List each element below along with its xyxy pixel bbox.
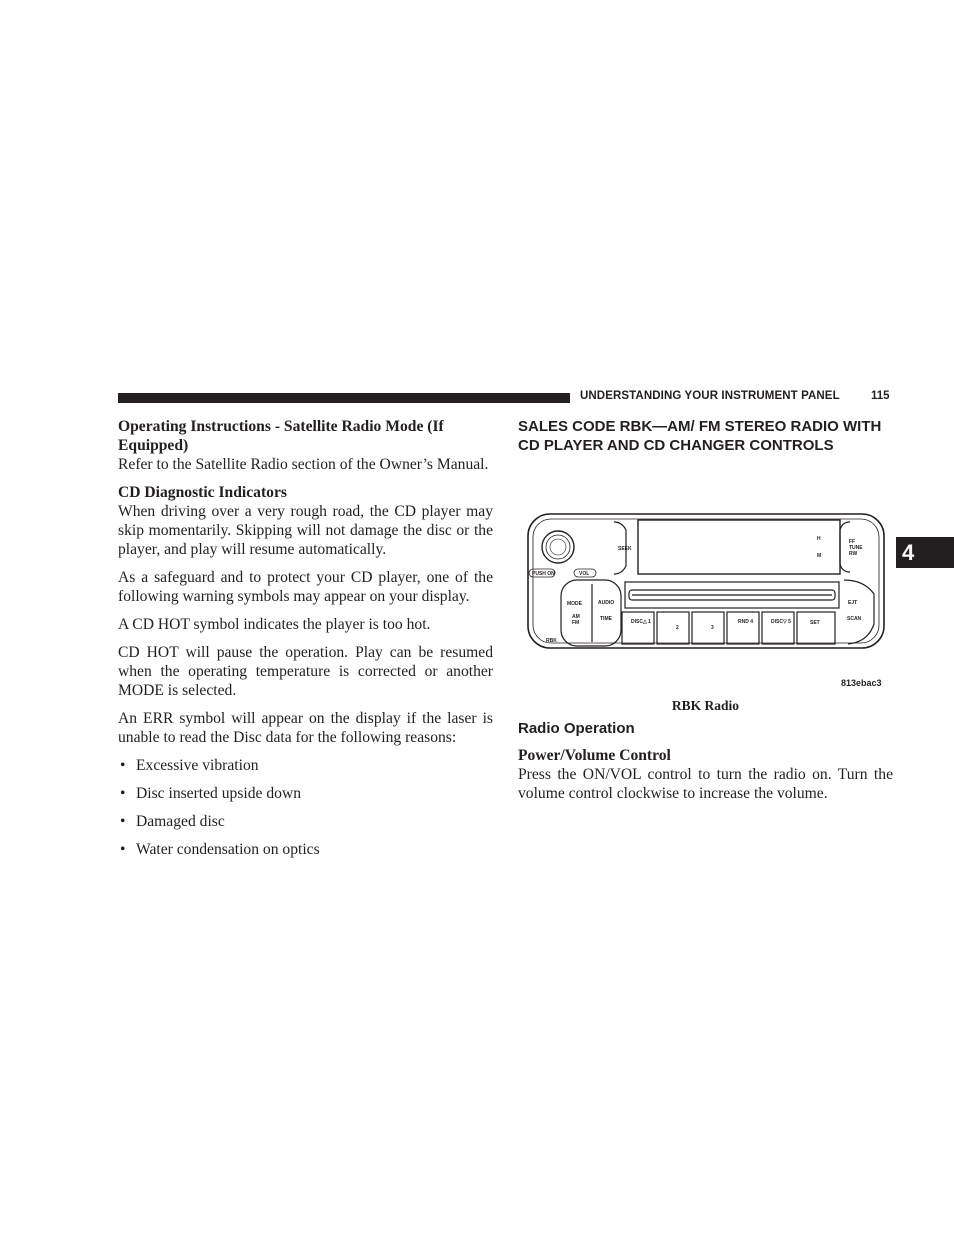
power-volume-text: Press the ON/VOL control to turn the radio on. Turn the volume control clockwise to increase the volume.	[518, 766, 893, 802]
m-label: M	[817, 553, 822, 559]
figure-caption: RBK Radio	[671, 698, 740, 713]
list-item: • Excessive vibration	[120, 757, 259, 774]
rbk-label: RBK	[546, 638, 557, 644]
preset-2-label: 2	[676, 625, 679, 631]
h-label: H	[817, 536, 821, 542]
power-volume-heading: Power/Volume Control	[518, 747, 671, 764]
rbk-radio-illustration	[526, 512, 886, 692]
scan-label: SCAN	[847, 616, 862, 622]
reason-list	[118, 756, 493, 859]
ejt-label: EJT	[848, 600, 858, 606]
audio-label: AUDIO	[598, 600, 615, 606]
cd-paragraph-2: As a safeguard and to protect your CD player, one of the following warning symbols may appear on your display.	[118, 569, 493, 605]
push-on-label: PUSH ON	[532, 571, 555, 577]
cd-paragraph-1: When driving over a very rough road, the CD player may skip momentarily. Skipping will not damage the disc or the player, and play will resume automatically.	[118, 503, 493, 558]
preset-4-label: RND 4	[738, 619, 754, 625]
am-label: AM	[572, 614, 580, 620]
page-number: 115	[871, 390, 890, 402]
vol-label: VOL	[579, 571, 590, 577]
sat-radio-heading: Operating Instructions - Satellite Radio Mode (If Equipped)	[118, 418, 444, 454]
chapter-tab: 4	[896, 537, 954, 568]
radio-operation-heading: Radio Operation	[518, 720, 635, 737]
cd-diagnostic-heading: CD Diagnostic Indicators	[118, 484, 287, 501]
preset-5-label: DISC▽ 5	[771, 619, 791, 625]
time-label: TIME	[600, 616, 612, 622]
sat-radio-text: Refer to the Satellite Radio section of the Owner’s Manual.	[118, 456, 489, 473]
ff-label: FF	[849, 539, 856, 545]
right-column	[518, 417, 893, 455]
tune-label: TUNE	[849, 545, 863, 551]
list-item: • Water condensation on optics	[120, 841, 320, 858]
fm-label: FM	[572, 620, 580, 626]
cd-paragraph-4: CD HOT will pause the operation. Play can be resumed when the operating temperature is corrected or another MODE is selected.	[118, 644, 493, 699]
cd-paragraph-5: An ERR symbol will appear on the display if the laser is unable to read the Disc data for the following reasons:	[118, 710, 493, 746]
list-item: • Damaged disc	[120, 813, 225, 830]
mode-label: MODE	[567, 601, 582, 607]
preset-1-label: DISC△ 1	[631, 619, 651, 625]
list-item: • Disc inserted upside down	[120, 785, 302, 802]
seek-label: SEEK	[618, 546, 632, 552]
rw-label: RW	[849, 551, 858, 557]
cd-paragraph-3: A CD HOT symbol indicates the player is too hot.	[118, 616, 431, 633]
section-title: SALES CODE RBK—AM/ FM STEREO RADIO WITH CD PLAYER AND CD CHANGER CONTROLS	[518, 418, 882, 454]
power-volume-section	[518, 746, 893, 803]
set-label: SET	[810, 620, 820, 626]
header-rule	[118, 393, 570, 403]
left-column	[118, 417, 493, 859]
section-header: UNDERSTANDING YOUR INSTRUMENT PANEL	[580, 390, 840, 402]
figure-id: 813ebac3	[841, 678, 882, 688]
preset-3-label: 3	[711, 625, 714, 631]
